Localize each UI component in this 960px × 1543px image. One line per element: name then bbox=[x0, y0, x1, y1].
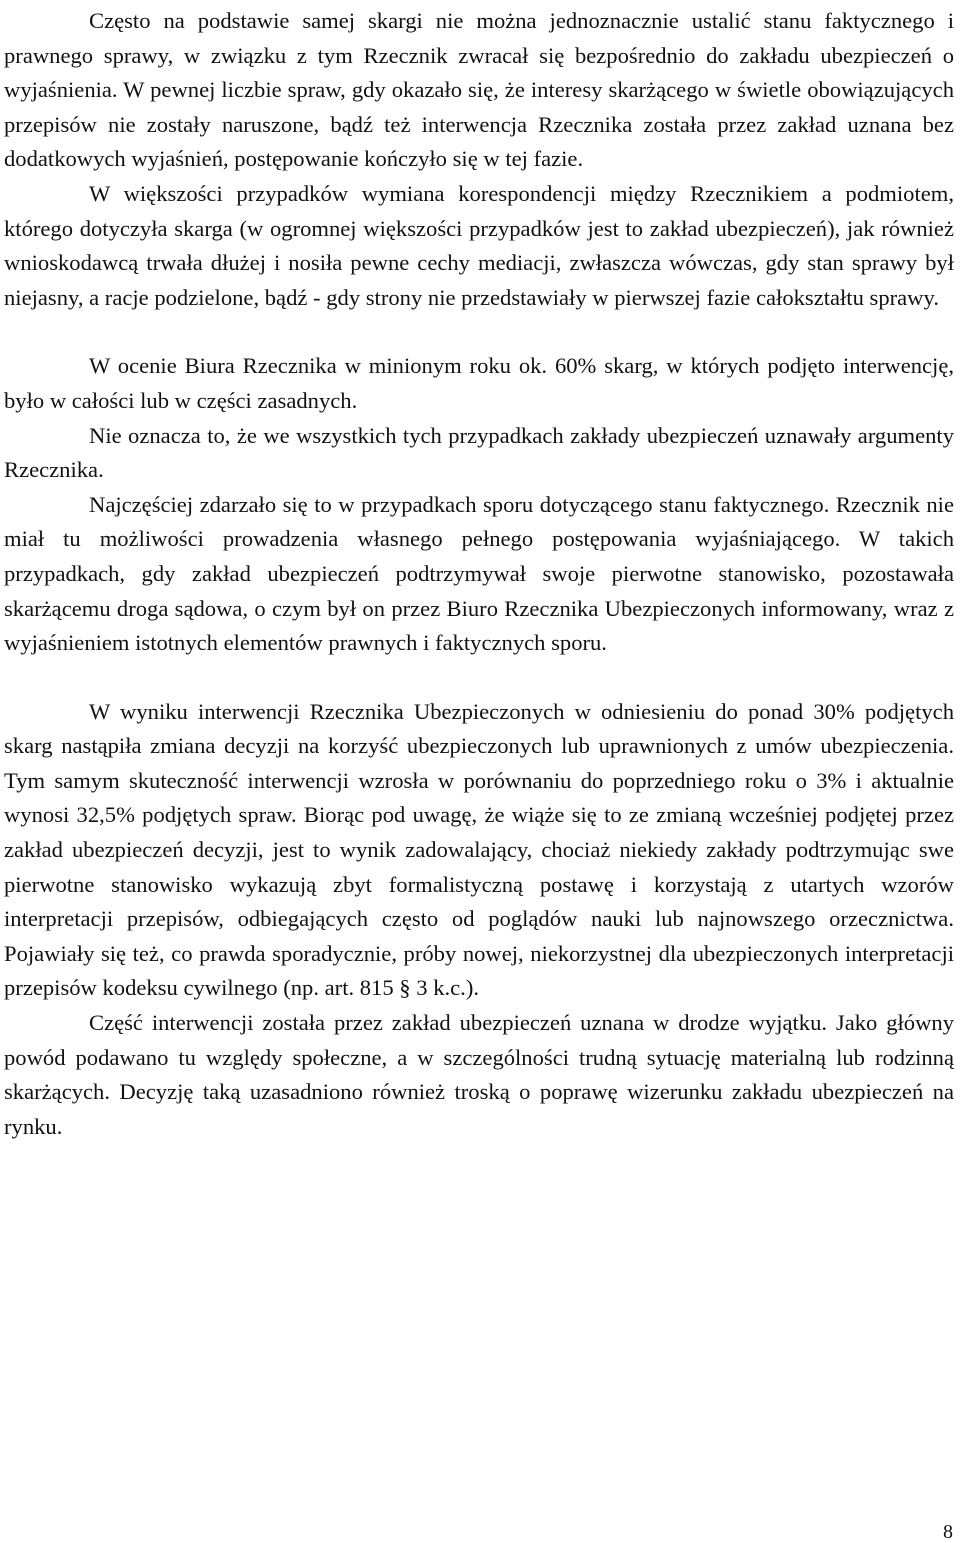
paragraph-spacer bbox=[4, 315, 954, 349]
paragraph-4: Nie oznacza to, że we wszystkich tych przypadkach zakłady ubezpieczeń uznawały argumenty Rzecznika. bbox=[4, 422, 954, 483]
paragraph-1: Często na podstawie samej skargi nie można jednoznacznie ustalić stanu faktycznego i prawnego sprawy, w związku z tym Rzecznik zwracał się bezpośrednio do zakładu ubezpieczeń o wyjaśnienia. W pewnej liczbie spraw, gdy okazało się, że interesy skarżącego w świetle obowiązujących przepisów nie zostały naruszone, bądź też interwencja Rzecznika została przez zakład uznana bez dodatkowych wyjaśnień, postępowanie kończyło się w tej fazie. bbox=[4, 8, 954, 172]
paragraph-6: W wyniku interwencji Rzecznika Ubezpieczonych w odniesieniu do ponad 30% podjętych skarg nastąpiła zmiana decyzji na korzyść ubezpieczonych lub uprawnionych z umów ubezpieczenia. Tym samym skuteczność interwencji wzrosła w porównaniu do poprzedniego roku o 3% i aktualnie wynosi 32,5% podjętych spraw. Biorąc pod uwagę, że wiąże się to ze zmianą wcześniej podjętej przez zakład ubezpieczeń decyzji, jest to wynik zadowalający, chociaż niekiedy zakłady podtrzymując swe pierwotne stanowisko wykazują zbyt formalistyczną postawę i korzystają z utartych wzorów interpretacji przepisów, odbiegających często od poglądów nauki lub najnowszego orzecznictwa. Pojawiały się też, co prawda sporadycznie, próby nowej, niekorzystnej dla ubezpieczonych interpretacji przepisów kodeksu cywilnego (np. art. 815 § 3 k.c.). bbox=[4, 698, 954, 1001]
paragraph-3: W ocenie Biura Rzecznika w minionym roku ok. 60% skarg, w których podjęto interwencję, było w całości lub w części zasadnych. bbox=[4, 353, 954, 413]
page-number: 8 bbox=[943, 1521, 953, 1543]
paragraph-7: Część interwencji została przez zakład ubezpieczeń uznana w drodze wyjątku. Jako główny powód podawano tu względy społeczne, a w szczególności trudną sytuację materialną lub rodzinną skarżących. Decyzję taką uzasadniono również troską o poprawę wizerunku zakładu ubezpieczeń na rynku. bbox=[4, 1010, 954, 1139]
paragraph-5: Najczęściej zdarzało się to w przypadkach sporu dotyczącego stanu faktycznego. Rzecznik nie miał tu możliwości prowadzenia własnego pełnego postępowania wyjaśniającego. W takich przypadkach, gdy zakład ubezpieczeń podtrzymywał swoje pierwotne stanowisko, pozostawała skarżącemu droga sądowa, o czym był on przez Biuro Rzecznika Ubezpieczonych informowany, wraz z wyjaśnieniem istotnych elementów prawnych i faktycznych sporu. bbox=[4, 491, 954, 656]
paragraph-spacer bbox=[4, 661, 954, 695]
paragraph-2: W większości przypadków wymiana korespondencji między Rzecznikiem a podmiotem, którego dotyczyła skarga (w ogromnej większości przypadków jest to zakład ubezpieczeń), jak również wnioskodawcą trwała dłużej i nosiła pewne cechy mediacji, zwłaszcza wówczas, gdy stan sprawy był niejasny, a racje podzielone, bądź - gdy strony nie przedstawiały w pierwszej fazie całokształtu sprawy. bbox=[4, 180, 954, 310]
